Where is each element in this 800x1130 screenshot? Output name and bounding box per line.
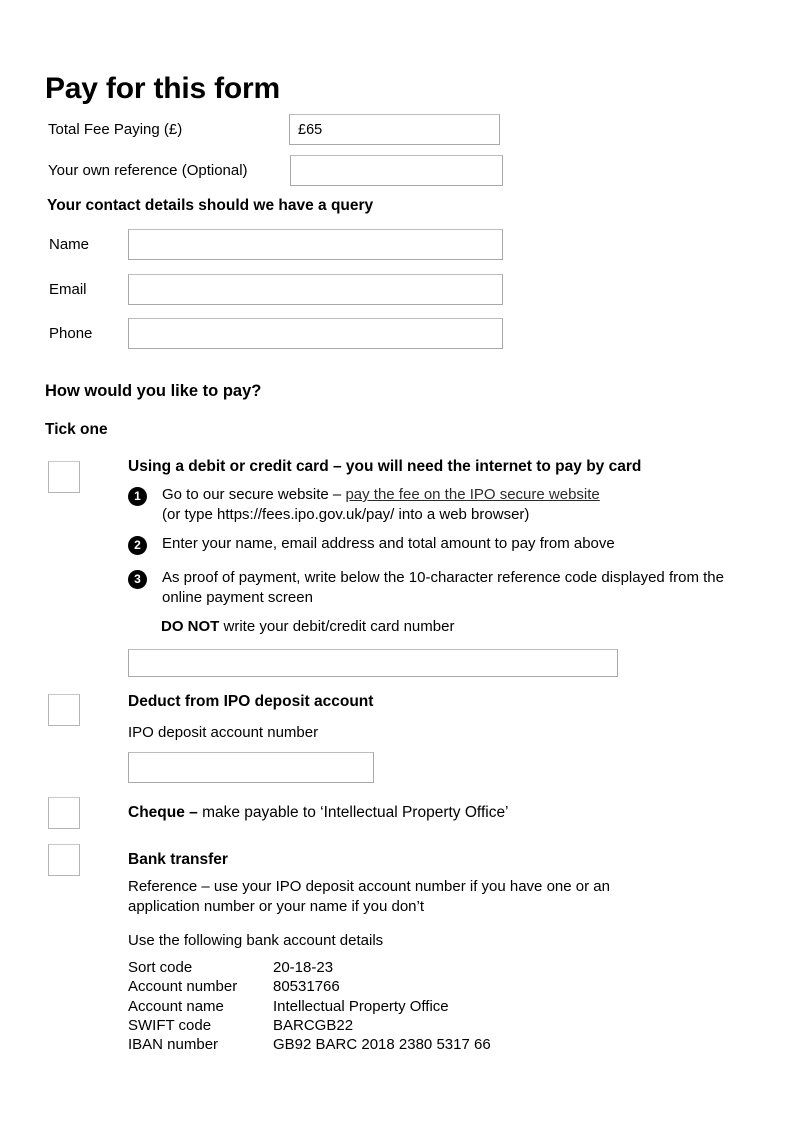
email-input[interactable] bbox=[128, 274, 503, 305]
bank-detail-value: BARCGB22 bbox=[273, 1016, 354, 1034]
bank-detail-value: Intellectual Property Office bbox=[273, 997, 449, 1015]
card-step-2 bbox=[128, 534, 738, 554]
own-reference-input[interactable] bbox=[290, 155, 503, 186]
bank-detail-value: GB92 BARC 2018 2380 5317 66 bbox=[273, 1036, 491, 1054]
checkbox-deduct-from-deposit-account[interactable] bbox=[48, 694, 80, 726]
own-reference-label: Your own reference (Optional) bbox=[48, 162, 248, 179]
bank-transfer-reference-text: Reference – use your IPO deposit account number if you have one or an application number or your name if you don’t bbox=[128, 878, 610, 915]
checkbox-pay-by-card[interactable] bbox=[48, 461, 80, 493]
contact-details-heading: Your contact details should we have a query bbox=[47, 197, 374, 214]
tick-one-heading: Tick one bbox=[45, 421, 108, 438]
step-number-badge: 2 bbox=[128, 536, 147, 555]
bank-detail-row bbox=[128, 958, 491, 977]
card-step-1-url-text: (or type https://fees.ipo.gov.uk/pay/ into a web browser) bbox=[162, 506, 530, 523]
card-step-1-text bbox=[162, 485, 738, 525]
phone-label: Phone bbox=[49, 325, 93, 342]
pay-by-card-title: Using a debit or credit card – you will need the internet to pay by card bbox=[128, 458, 642, 475]
bank-detail-key: Sort code bbox=[128, 959, 193, 976]
cheque-title-rest: make payable to ‘Intellectual Property Office’ bbox=[202, 804, 509, 821]
payment-reference-code-input[interactable] bbox=[128, 649, 618, 677]
card-step-3-text: As proof of payment, write below the 10-character reference code displayed from the online payment screen bbox=[162, 569, 724, 606]
email-label: Email bbox=[49, 281, 87, 298]
card-step-1 bbox=[128, 485, 738, 525]
do-not-rest: write your debit/credit card number bbox=[219, 618, 455, 635]
card-step-2-text: Enter your name, email address and total amount to pay from above bbox=[162, 535, 615, 552]
card-step-1-prefix: Go to our secure website – bbox=[162, 486, 346, 503]
bank-detail-row bbox=[128, 977, 491, 996]
deposit-account-number-label: IPO deposit account number bbox=[128, 724, 319, 741]
name-label: Name bbox=[49, 236, 90, 253]
checkbox-pay-by-cheque[interactable] bbox=[48, 797, 80, 829]
step-number-badge: 1 bbox=[128, 487, 147, 506]
bank-detail-key: Account name bbox=[128, 997, 224, 1015]
phone-input[interactable] bbox=[128, 318, 503, 349]
checkbox-bank-transfer[interactable] bbox=[48, 844, 80, 876]
total-fee-label: Total Fee Paying (£) bbox=[48, 121, 183, 138]
ipo-secure-website-link[interactable]: pay the fee on the IPO secure website bbox=[345, 486, 600, 503]
bank-detail-key: IBAN number bbox=[128, 1036, 219, 1054]
bank-account-details-body bbox=[128, 958, 491, 1054]
deposit-account-title: Deduct from IPO deposit account bbox=[128, 693, 374, 710]
name-input[interactable] bbox=[128, 229, 503, 260]
bank-detail-row bbox=[128, 1016, 491, 1035]
total-fee-input[interactable] bbox=[289, 114, 500, 145]
how-would-you-like-to-pay-heading: How would you like to pay? bbox=[45, 382, 262, 400]
bank-detail-row bbox=[128, 1035, 491, 1054]
bank-transfer-use-details-text: Use the following bank account details bbox=[128, 932, 384, 949]
do-not-bold: DO NOT bbox=[161, 618, 220, 635]
bank-detail-value: 20-18-23 bbox=[273, 959, 334, 976]
cheque-title-bold: Cheque – bbox=[128, 804, 203, 821]
bank-transfer-title: Bank transfer bbox=[128, 851, 228, 868]
page-title: Pay for this form bbox=[45, 72, 280, 106]
bank-detail-key: Account number bbox=[128, 978, 238, 996]
deposit-account-number-input[interactable] bbox=[128, 752, 374, 783]
bank-account-details-table bbox=[128, 958, 491, 1054]
step-number-badge: 3 bbox=[128, 570, 147, 589]
do-not-warning bbox=[161, 617, 454, 637]
cheque-title bbox=[128, 803, 509, 823]
bank-detail-value: 80531766 bbox=[273, 978, 340, 996]
bank-detail-row bbox=[128, 997, 491, 1016]
card-step-3 bbox=[128, 568, 738, 608]
bank-detail-key: SWIFT code bbox=[128, 1016, 212, 1034]
